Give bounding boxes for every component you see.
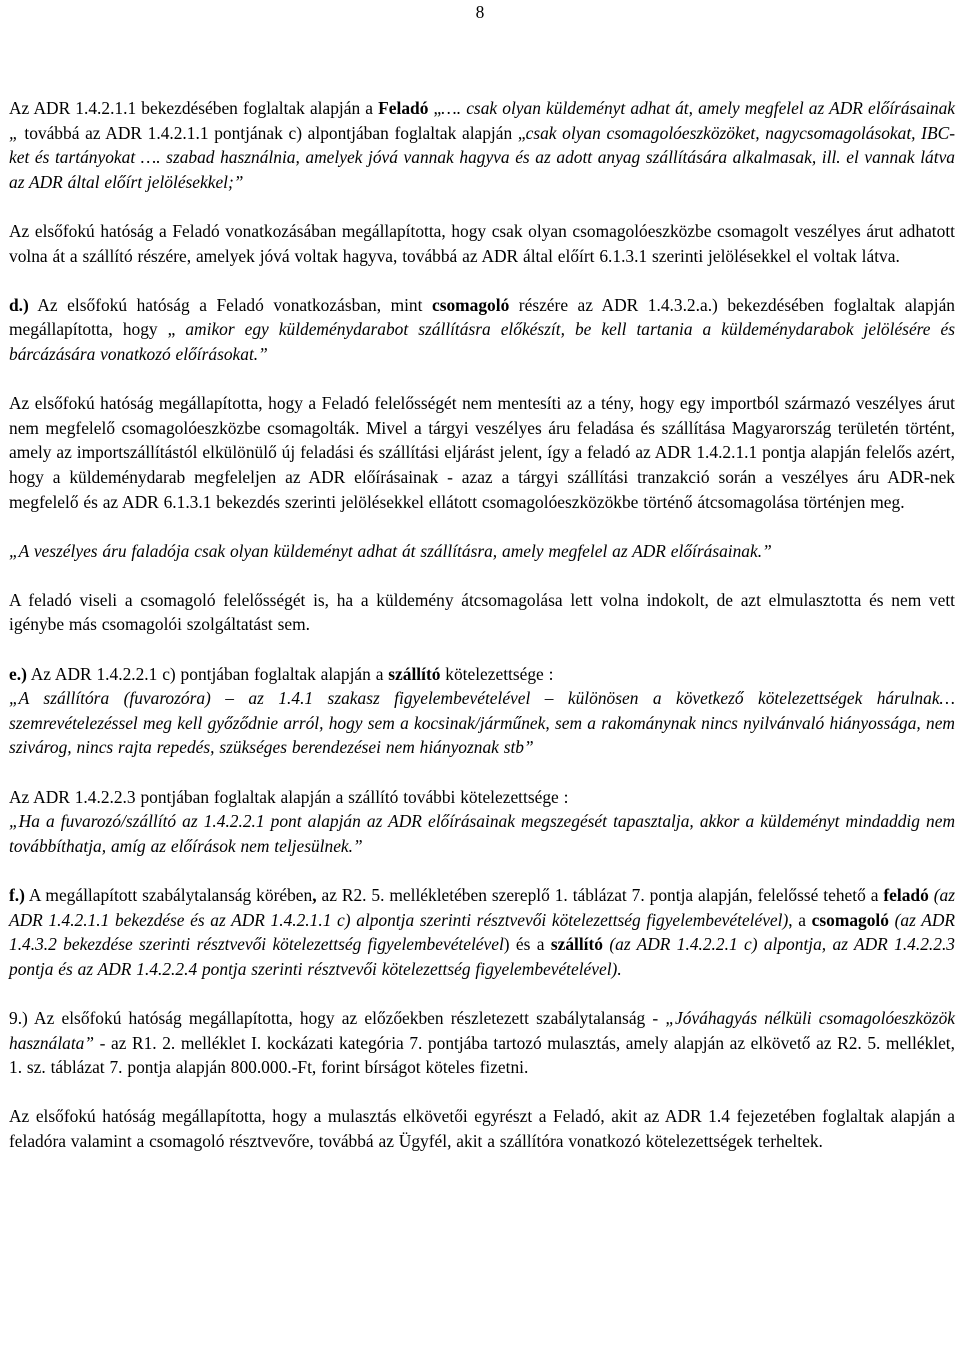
quoted-regulation: „A veszélyes áru faladója csak olyan küldeményt adhat át szállításra, amely megfelel az ADR előírásainak.” <box>9 540 772 561</box>
text-span: Az elsőfokú hatóság megállapította, hogy az előzőekben részletezett szabálytalanság - <box>27 1007 666 1028</box>
quoted-regulation: csak olyan csomagolóeszközöket, nagycsomagolásokat, IBC-ket és tartányokat …. szabad használnia, amelyek jóvá vannak hagyva és az adott anyag szállítására alkalmasak, ill. el vannak látva az ADR által előírt jelölésekkel;” <box>9 122 955 192</box>
bold-term-szallito: szállító <box>388 663 441 684</box>
bold-term-szallito: szállító <box>550 934 603 955</box>
page-number: 8 <box>475 2 485 22</box>
text-span: ) és a <box>503 934 551 955</box>
quoted-regulation: „Ha a fuvarozó/szállító az 1.4.2.2.1 pont alapján az ADR előírásainak megszegését tapasztalja, akkor a küldeményt mindaddig nem továbbíthatja, amíg az előírások nem teljesülnek.” <box>9 811 955 856</box>
text-span: Az elsőfokú hatóság a Feladó vonatkozásában megállapította, hogy csak olyan csomagolóeszközbe csomagolt veszélyes árut adhatott volna át a szállító részére, amelyek jóvá voltak hagyva, továbbá az ADR által előírt 6.1.3.1 szerinti jelölésekkel el voltak látva. <box>9 220 955 266</box>
text-span: Az ADR 1.4.2.2.1 c) pontjában foglaltak alapján a <box>26 663 389 684</box>
text-span: Az ADR 1.4.2.2.3 pontjában foglaltak alapján a szállító további kötelezettsége : <box>9 786 569 807</box>
paragraph-authority-finding <box>9 219 955 268</box>
text-span: kötelezettsége : <box>440 663 554 684</box>
document-body <box>9 96 955 1154</box>
text-span: részére az ADR 1.4.3.2.a.) bekezdésében foglaltak alapján megállapította, hogy „ <box>9 294 955 340</box>
paragraph-d-packer <box>9 293 955 367</box>
text-span: A megállapított szabálytalanság körében <box>24 885 313 905</box>
paragraph-feladó-adr-requirement <box>9 96 955 194</box>
quoted-regulation: …. csak olyan küldeményt adhat át, amely megfelel az ADR előírásainak „ <box>9 98 955 143</box>
text-span: Az elsőfokú hatóság megállapította, hogy a Feladó felelősségét nem mentesíti az a tény, hogy egy importból származó veszélyes árut nem megfelelő csomagolóeszközbe csomagolták. Mivel a tárgyi veszélyes áru feladása és szállítása Magyarország területén történt, amely az importszállítástól elkülönülő új feladási és szállítási eljárást jelent, így a feladó az ADR 1.4.2.1.1 pontja alapján felelős azért, hogy a küldeménydarab megfeleljen az ADR előírásainak - azaz a tárgyi szállítási tranzakció során a veszélyes áru ADR-nek megfelelő és az ADR 6.1.3.1 bekezdés szerinti jelölésekkel ellátott csomagolóeszközökbe történő átcsomagolása történjen meg. <box>9 393 955 512</box>
paragraph-carrier-further-quote <box>9 809 955 858</box>
quoted-regulation: amikor egy küldeménydarabot szállításra előkészít, be kell tartania a küldeménydarabok jelölésére és bárcázására vonatkozó előírásokat.” <box>9 319 955 364</box>
bold-comma: , <box>312 885 317 905</box>
italic-violation-name: „Jóváhagyás nélküli csomagolóeszközök használata” <box>9 1007 955 1053</box>
paragraph-9-fine <box>9 1006 955 1080</box>
italic-reference: (az ADR 1.4.2.2.1 c) alpontja, az ADR 1.4.2.2.3 pontja és az ADR 1.4.2.2.4 pontja szerinti résztvevői kötelezettség figyelembevételével). <box>9 934 956 979</box>
text-span: az R2. 5. mellékletében szereplő 1. táblázat 7. pontja alapján, felelőssé tehető a <box>316 885 884 905</box>
italic-reference: (az ADR 1.4.3.2 bekezdése szerinti résztvevői kötelezettség figyelembevételével <box>9 909 955 955</box>
bold-term-felado: Feladó <box>378 98 429 118</box>
paragraph-quote-consignor <box>9 539 955 564</box>
paragraph-packer-liability <box>9 588 955 637</box>
quoted-regulation: „A szállítóra (fuvarozóra) – az 1.4.1 szakasz figyelembevételével – különösen a következő kötelezettségek hárulnak… szemrevételezéssel meg kell győződnie arról, hogy sem a kocsinak/járműnek, sem a rakománynak nincs nyilvánvaló hiányossága, nem szivárog, nincs rajta repedés, szükséges berendezései nem hiányoznak stb” <box>9 688 955 758</box>
text-span: Az elsőfokú hatóság a Feladó vonatkozásban, mint <box>28 294 432 315</box>
bold-term-felado: feladó <box>883 885 929 905</box>
text-span: „ <box>428 98 442 118</box>
paragraph-f-liability <box>9 883 955 981</box>
section-label-e: e.) <box>9 663 27 684</box>
section-label-d: d.) <box>9 294 29 315</box>
bold-term-csomagolo: csomagoló <box>811 909 889 930</box>
text-span: Az elsőfokú hatóság megállapította, hogy a mulasztás elkövetői egyrészt a Feladó, akit az ADR 1.4 fejezetében foglaltak alapján a feladóra valamint a csomagoló résztvevőre, továbbá az Ügyfél, akit a szállítóra vonatkozó kötelezettségek terheltek. <box>9 1106 955 1151</box>
section-label-f: f.) <box>9 885 25 905</box>
bold-term-csomagolo: csomagoló <box>431 294 510 315</box>
text-span: továbbá az ADR 1.4.2.1.1 pontjának c) alpontjában foglaltak alapján „ <box>18 122 526 143</box>
paragraph-import-responsibility <box>9 391 955 514</box>
text-span: , a <box>788 909 812 930</box>
section-label-9: 9.) <box>9 1007 28 1028</box>
paragraph-carrier-further-heading <box>9 785 955 810</box>
text-span: Az ADR 1.4.2.1.1 bekezdésében foglaltak alapján a <box>9 98 379 118</box>
text-span: A feladó viseli a csomagoló felelősségét is, ha a küldemény átcsomagolása lett volna indokolt, de azt elmulasztotta és nem vett igénybe más csomagolói szolgáltatást sem. <box>9 589 955 635</box>
text-span: - az R1. 2. melléklet I. kockázati kategória 7. pontjába tartozó mulasztás, amely alapján az elkövető az R2. 5. melléklet, 1. sz. táblázat 7. pontja alapján 800.000.-Ft, forint bírságot köteles fizetni. <box>9 1032 955 1078</box>
paragraph-offenders <box>9 1104 955 1153</box>
italic-reference: (az ADR 1.4.2.1.1 bekezdése és az ADR 1.4.2.1.1 c) alpontja szerinti résztvevői kötelezettség figyelembevételével) <box>9 885 955 930</box>
paragraph-e-carrier-heading <box>9 662 955 687</box>
paragraph-e-carrier-quote <box>9 686 955 760</box>
